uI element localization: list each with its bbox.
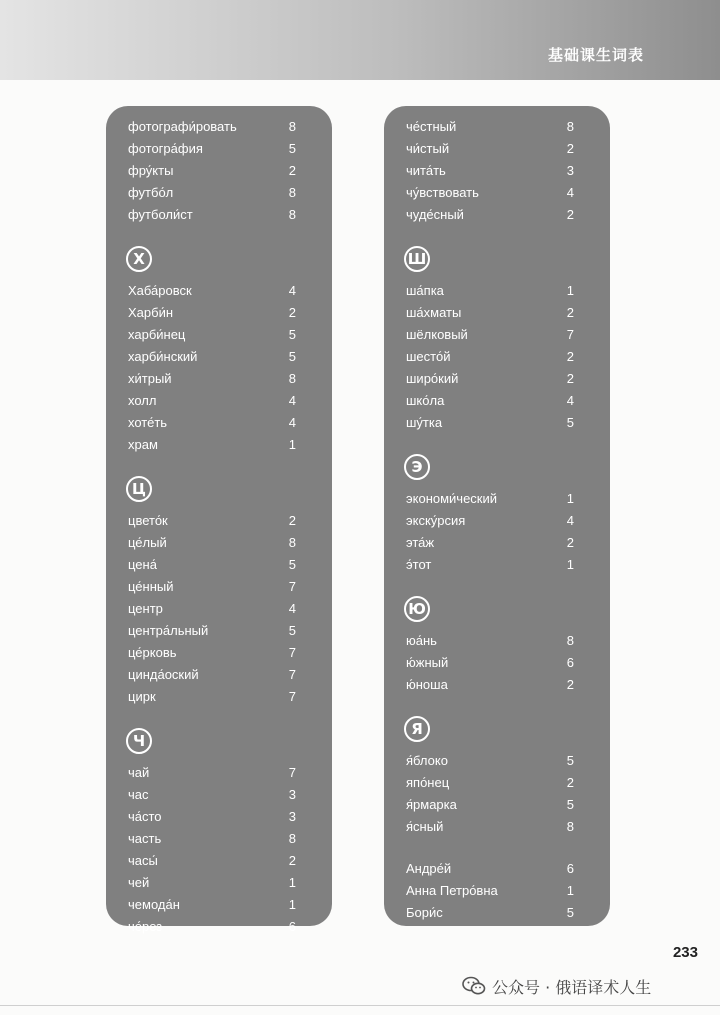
vocab-word: экску́рсия [406, 513, 466, 528]
vocab-entry [128, 554, 296, 576]
vocab-entry [128, 916, 296, 938]
lesson-number: 4 [288, 601, 296, 616]
vocab-entry [128, 664, 296, 686]
lesson-number: 8 [566, 633, 574, 648]
lesson-number: 4 [288, 415, 296, 430]
vocab-entry [406, 794, 574, 816]
lesson-number: 2 [566, 775, 574, 790]
vocab-word: чей [128, 875, 150, 890]
vocab-word: фотогра́фия [128, 141, 203, 156]
lesson-number: 7 [288, 667, 296, 682]
lesson-number: 2 [288, 305, 296, 320]
vocab-word: чита́ть [406, 163, 446, 178]
watermark-text: 公众号 · 俄语译术人生 [492, 977, 652, 997]
vocab-word: экономи́ческий [406, 491, 498, 506]
vocab-entry [406, 280, 574, 302]
lesson-number: 8 [288, 207, 296, 222]
vocab-entry [406, 368, 574, 390]
lesson-number: 1 [288, 875, 296, 890]
vocab-word: я́блоко [406, 753, 448, 768]
vocab-entry [128, 576, 296, 598]
section-letter-right: Ш [404, 246, 430, 272]
lesson-number: 1 [566, 491, 574, 506]
vocab-entry [406, 138, 574, 160]
lesson-number: 6 [566, 655, 574, 670]
lesson-number: 7 [288, 579, 296, 594]
lesson-number: 7 [566, 327, 574, 342]
vocab-word: чу́вствовать [406, 185, 479, 200]
section-letter-left: Ч [126, 728, 152, 754]
lesson-number: 5 [566, 797, 574, 812]
vocab-word: ча́сто [128, 809, 162, 824]
vocab-word: шу́тка [406, 415, 443, 430]
lesson-number: 5 [288, 327, 296, 342]
vocab-entry [406, 324, 574, 346]
vocab-word: ю́жный [406, 655, 449, 670]
vocab-entry [128, 894, 296, 916]
vocab-entry [406, 160, 574, 182]
vocab-word: ю́ноша [406, 677, 448, 692]
vocab-word: я́рмарка [406, 797, 457, 812]
vocab-word: цирк [128, 689, 156, 704]
lesson-number: 5 [566, 905, 574, 920]
vocab-entry [406, 510, 574, 532]
vocab-entry [128, 182, 296, 204]
lesson-number: 3 [288, 787, 296, 802]
vocab-entry [406, 630, 574, 652]
vocab-word: хи́трый [128, 371, 172, 386]
vocab-word: цвето́к [128, 513, 168, 528]
lesson-number: 4 [566, 513, 574, 528]
page-number: 233 [672, 944, 698, 961]
vocabulary-column-right [384, 106, 610, 926]
vocab-entry [128, 302, 296, 324]
section-letter-left: Ц [126, 476, 152, 502]
lesson-number: 7 [288, 645, 296, 660]
vocab-entry [128, 116, 296, 138]
vocab-word: Харби́н [128, 305, 174, 320]
vocab-word: холл [128, 393, 157, 408]
vocab-word: хоте́ть [128, 415, 168, 430]
vocab-entry [406, 816, 574, 838]
vocab-entry [406, 532, 574, 554]
vocab-entry [128, 806, 296, 828]
vocab-word: эта́ж [406, 535, 435, 550]
lesson-number: 7 [288, 689, 296, 704]
vocab-entry [128, 510, 296, 532]
lesson-number: 3 [566, 163, 574, 178]
lesson-number: 4 [566, 185, 574, 200]
lesson-number: 3 [288, 809, 296, 824]
lesson-number: 1 [566, 883, 574, 898]
vocab-entry [406, 902, 574, 924]
vocab-entry [128, 784, 296, 806]
vocab-word: фру́кты [128, 163, 174, 178]
lesson-number: 2 [288, 163, 296, 178]
lesson-number: 5 [566, 753, 574, 768]
wechat-icon [462, 975, 486, 997]
vocab-entry [128, 828, 296, 850]
vocab-word: часы́ [128, 853, 158, 868]
vocab-entry [128, 872, 296, 894]
section-letter-left: Х [126, 246, 152, 272]
lesson-number: 4 [566, 393, 574, 408]
lesson-number: 2 [566, 141, 574, 156]
vocab-word: Бори́с [406, 905, 443, 920]
vocab-word: чемода́н [128, 897, 180, 912]
vocab-entry [406, 412, 574, 434]
lesson-number: 5 [288, 349, 296, 364]
lesson-number: 4 [288, 393, 296, 408]
vocab-word: шко́ла [406, 393, 445, 408]
header-band [0, 0, 720, 80]
lesson-number: 5 [288, 623, 296, 638]
section-letter-right: Э [404, 454, 430, 480]
vocab-word: Хаба́ровск [128, 283, 192, 298]
vocab-entry [406, 750, 574, 772]
lesson-number: 2 [566, 371, 574, 386]
lesson-number: 2 [566, 305, 574, 320]
lesson-number: 5 [566, 415, 574, 430]
lesson-number: 2 [566, 207, 574, 222]
vocab-entry [128, 160, 296, 182]
vocab-entry [128, 686, 296, 708]
lesson-number: 6 [566, 861, 574, 876]
watermark [462, 972, 651, 1000]
lesson-number: 1 [566, 557, 574, 572]
vocab-entry [128, 620, 296, 642]
vocab-word: храм [128, 437, 158, 452]
vocab-entry [128, 324, 296, 346]
vocab-word: це́рковь [128, 645, 177, 660]
section-letter-right: Ю [404, 596, 430, 622]
vocab-entry [406, 880, 574, 902]
vocab-entry [128, 390, 296, 412]
vocab-entry [128, 204, 296, 226]
vocab-word: че́стный [406, 119, 457, 134]
vocab-entry [406, 116, 574, 138]
lesson-number: 6 [288, 919, 296, 934]
vocab-entry [406, 772, 574, 794]
vocab-word: центр [128, 601, 163, 616]
vocab-word: юа́нь [406, 633, 437, 648]
vocab-entry [406, 652, 574, 674]
vocab-word: це́нный [128, 579, 174, 594]
lesson-number: 2 [566, 535, 574, 550]
lesson-number: 8 [288, 185, 296, 200]
vocab-entry [406, 346, 574, 368]
vocab-word: час [128, 787, 149, 802]
vocab-entry [128, 762, 296, 784]
vocab-word: япо́нец [406, 775, 450, 790]
lesson-number: 5 [288, 141, 296, 156]
vocab-word: футбо́л [128, 185, 174, 200]
vocab-entry [406, 674, 574, 696]
vocab-entry [406, 554, 574, 576]
vocab-word: харби́нский [128, 349, 198, 364]
vocabulary-column-left [106, 106, 332, 934]
vocab-entry [406, 390, 574, 412]
vocab-entry [128, 598, 296, 620]
lesson-number: 7 [288, 765, 296, 780]
vocab-word: я́сный [406, 819, 444, 834]
lesson-number: 5 [288, 557, 296, 572]
vocab-entry [128, 850, 296, 872]
vocab-word: цинда́оский [128, 667, 199, 682]
lesson-number: 8 [288, 371, 296, 386]
vocab-word: центра́льный [128, 623, 209, 638]
vocab-word: ша́пка [406, 283, 444, 298]
vocab-entry [406, 858, 574, 880]
section-letter-right: Я [404, 716, 430, 742]
lesson-number: 1 [288, 437, 296, 452]
vocab-entry [128, 434, 296, 456]
vocab-word: цена́ [128, 557, 157, 572]
vocab-word: фотографи́ровать [128, 119, 237, 134]
lesson-number: 8 [566, 819, 574, 834]
lesson-number: 8 [288, 535, 296, 550]
vocab-word: шёлковый [406, 327, 468, 342]
vocab-word: Анна Петро́вна [406, 883, 498, 898]
footer-divider [0, 1005, 720, 1006]
vocab-word: чи́стый [406, 141, 450, 156]
vocab-word: широ́кий [406, 371, 459, 386]
vocab-word: це́лый [128, 535, 167, 550]
lesson-number: 2 [288, 853, 296, 868]
lesson-number: 8 [288, 831, 296, 846]
vocab-word: шесто́й [406, 349, 451, 364]
vocab-entry [406, 488, 574, 510]
vocab-word: часть [128, 831, 162, 846]
lesson-number: 1 [288, 897, 296, 912]
lesson-number: 8 [288, 119, 296, 134]
vocab-word: чуде́сный [406, 207, 464, 222]
vocab-entry [128, 346, 296, 368]
vocab-entry [128, 280, 296, 302]
vocab-entry [128, 138, 296, 160]
vocab-entry [128, 368, 296, 390]
vocab-word: чай [128, 765, 150, 780]
vocab-word: э́тот [406, 557, 432, 572]
lesson-number: 4 [288, 283, 296, 298]
lesson-number: 2 [288, 513, 296, 528]
vocab-word: футболи́ст [128, 207, 193, 222]
vocab-entry [406, 204, 574, 226]
vocab-entry [128, 412, 296, 434]
vocab-entry [128, 532, 296, 554]
lesson-number: 8 [566, 119, 574, 134]
vocab-entry [406, 182, 574, 204]
lesson-number: 2 [566, 677, 574, 692]
vocab-word: че́рез [128, 919, 163, 934]
lesson-number: 2 [566, 349, 574, 364]
vocab-word: ша́хматы [406, 305, 462, 320]
vocab-entry [406, 302, 574, 324]
vocab-entry [128, 642, 296, 664]
header-title: 基础课生词表 [547, 46, 644, 64]
vocab-word: харби́нец [128, 327, 186, 342]
lesson-number: 1 [566, 283, 574, 298]
vocab-word: Андре́й [406, 861, 452, 876]
